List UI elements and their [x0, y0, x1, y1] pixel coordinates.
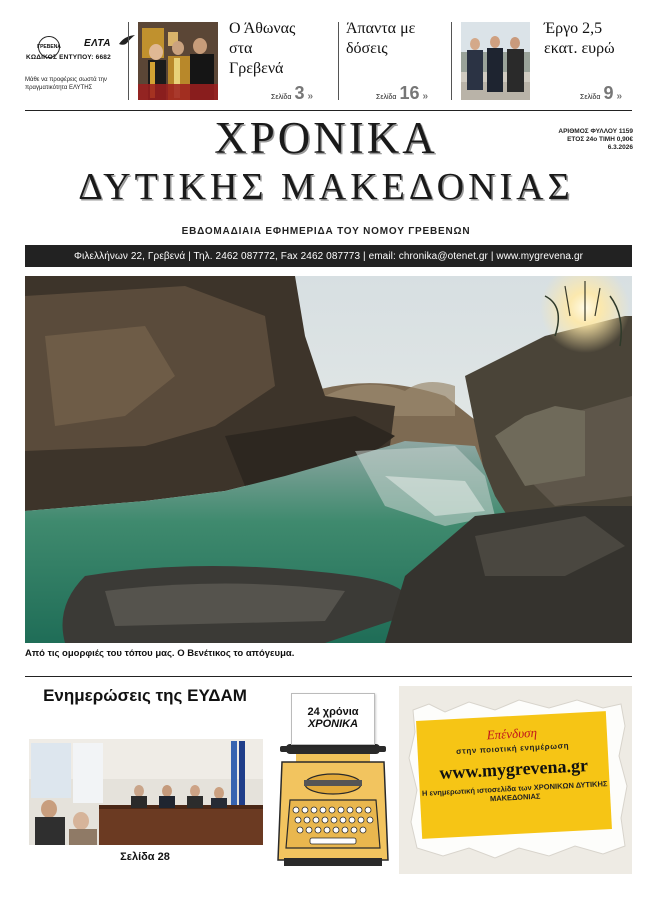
chevron-right-icon: » [616, 91, 623, 102]
anniversary-years: 24 χρόνια [307, 706, 359, 718]
page-number: 9 [603, 83, 614, 103]
mygrevena-promo[interactable] [399, 686, 632, 874]
promo-description: Η ενημερωτική ιστοσελίδα των ΧΡΟΝΙΚΩΝ ΔΥΤΙΚΗΣ ΜΑΚΕΔΟΝΙΑΣ [421, 779, 608, 804]
eudam-headline[interactable]: Ενημερώσεις της ΕΥΔΑΜ [43, 686, 247, 705]
chevron-right-icon: » [307, 91, 314, 102]
teaser-page-ref[interactable] [580, 83, 622, 104]
photo-caption: Από τις ομορφιές του τόπου μας. Ο Βενέτικος το απόγευμα. [25, 648, 295, 659]
anniversary-card [291, 693, 375, 745]
postal-badge: ΓΡΕΒΕΝΑ [38, 36, 60, 58]
teaser-page-ref[interactable] [376, 83, 428, 104]
promo-quality: στην ποιοτική ενημέρωση [455, 741, 570, 756]
issue-date: 6.3.2026 [607, 144, 633, 151]
contact-bar[interactable]: Φιλελλήνων 22, Γρεβενά | Τηλ. 2462 087772, Fax 2462 087773 | email: chronika@otenet.gr | www.mygrevena.gr [25, 245, 632, 267]
divider [451, 22, 452, 100]
teaser-title[interactable]: Άπαντα με δόσεις [346, 20, 416, 57]
bird-icon [118, 34, 136, 48]
elta-logo-text: ΕΛΤΑ [84, 38, 112, 49]
motto: Μάθε να προφέρεις σωστά την πραγματικότητα ΕΛΥΤΗΣ [25, 77, 107, 91]
page-number: 16 [399, 83, 420, 103]
clergy-figures [138, 22, 218, 100]
teaser-photo-officials[interactable] [461, 22, 530, 100]
promo-url-link[interactable]: www.mygrevena.gr [438, 755, 589, 783]
newspaper-tagline: ΕΒΔΟΜΑΔΙΑΙΑ ΕΦΗΜΕΡΙΔΑ ΤΟΥ ΝΟΜΟΥ ΓΡΕΒΕΝΩΝ [181, 226, 471, 237]
teaser-photo-clergy[interactable] [138, 22, 218, 100]
divider [128, 22, 129, 100]
issue-number: ΑΡΙΘΜΟΣ ΦΥΛΛΟΥ 1159 [558, 128, 633, 135]
anniversary-brand: ΧΡΟΝΙΚΑ [307, 718, 359, 730]
page-label: Σελίδα [376, 94, 397, 101]
teaser-title[interactable]: Ο Άθωνας στα Γρεβενά [229, 20, 296, 77]
masthead-title: ΧΡΟΝΙΚΑ [214, 113, 438, 163]
main-photo-river[interactable] [25, 276, 632, 643]
page-label: Σελίδα [271, 94, 292, 101]
page-label: Σελίδα [580, 94, 601, 101]
chevron-right-icon: » [422, 91, 429, 102]
issue-info [545, 128, 633, 152]
rule [25, 110, 632, 111]
conference-scene [29, 739, 263, 845]
promo-yellow-panel [416, 711, 612, 839]
teaser-page-ref[interactable] [271, 83, 313, 104]
teaser-title[interactable]: Έργο 2,5 εκατ. ευρώ [544, 20, 615, 57]
eudam-page-ref[interactable]: Σελίδα 28 [120, 851, 170, 863]
postal-code: ΚΩΔΙΚΟΣ ΕΝΤΥΠΟΥ: 6682 [26, 54, 111, 61]
page-number: 3 [294, 83, 305, 103]
rule [25, 676, 632, 677]
eudam-photo[interactable] [29, 739, 263, 845]
river-scene [25, 276, 632, 643]
promo-invest: Επένδυση [486, 724, 538, 743]
divider [338, 22, 339, 100]
year-price: ΕΤΟΣ 24ο ΤΙΜΗ 0,90€ [567, 136, 633, 143]
masthead-subtitle: ΔΥΤΙΚΗΣ ΜΑΚΕΔΟΝΙΑΣ [78, 166, 574, 208]
officials-figures [461, 22, 530, 100]
typewriter-illustration [276, 740, 390, 872]
